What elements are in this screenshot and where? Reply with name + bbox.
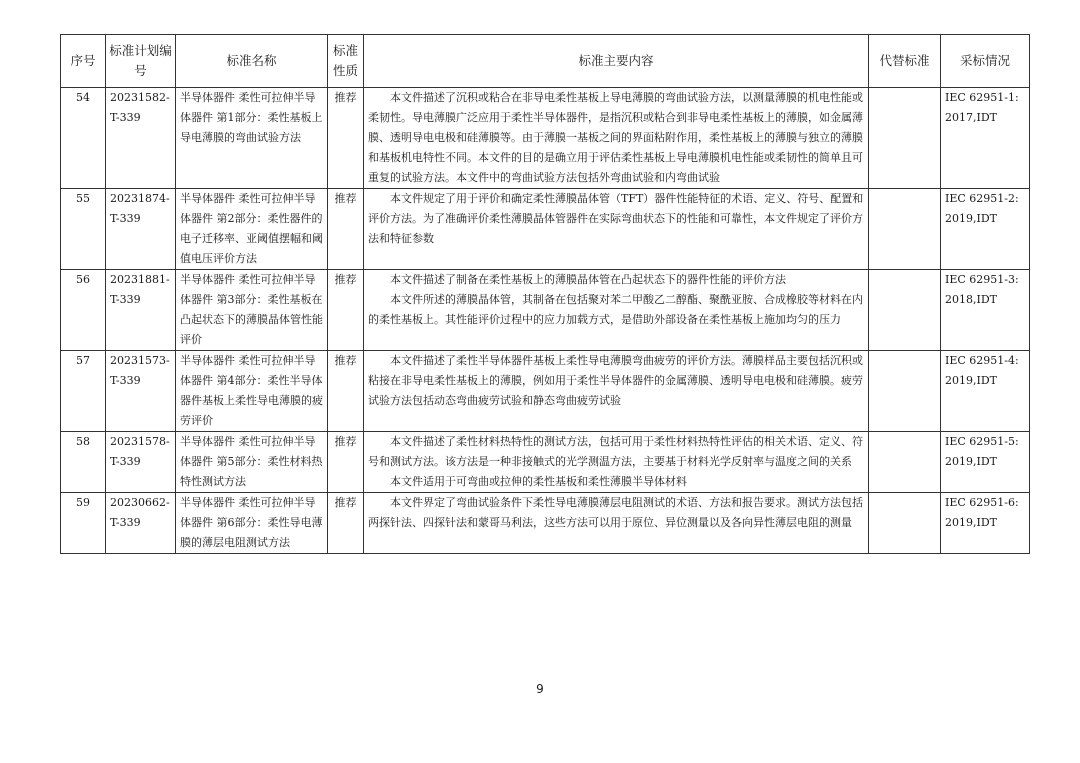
row-nature: 推荐 [328, 270, 364, 351]
table-header-row [61, 35, 1030, 88]
row-content [364, 493, 869, 554]
row-replace [869, 270, 941, 351]
content-paragraph: 本文件所述的薄膜晶体管，其制备在包括聚对苯二甲酸乙二醇酯、聚酰亚胺、合成橡胶等材料在内的柔性基板上。其性能评价过程中的应力加载方式，是借助外部设备在柔性基板上施加均匀的压力 [368, 293, 863, 326]
row-name: 半导体器件 柔性可拉伸半导体器件 第3部分：柔性基板在凸起状态下的薄膜晶体管性能评价 [176, 270, 328, 351]
row-adopt: IEC 62951-3:2018,IDT [941, 270, 1030, 351]
header-plan-no: 标准计划编号 [106, 35, 176, 88]
row-name: 半导体器件 柔性可拉伸半导体器件 第6部分：柔性导电薄膜的薄层电阻测试方法 [176, 493, 328, 554]
row-content [364, 270, 869, 351]
row-nature: 推荐 [328, 88, 364, 189]
row-adopt: IEC 62951-6:2019,IDT [941, 493, 1030, 554]
table-row [61, 189, 1030, 270]
header-name: 标准名称 [176, 35, 328, 88]
row-adopt: IEC 62951-5:2019,IDT [941, 432, 1030, 493]
header-idx: 序号 [61, 35, 106, 88]
row-replace [869, 351, 941, 432]
row-nature: 推荐 [328, 189, 364, 270]
header-content: 标准主要内容 [364, 35, 869, 88]
content-paragraph: 本文件描述了沉积或粘合在非导电柔性基板上导电薄膜的弯曲试验方法，以测量薄膜的机电性能或柔韧性。导电薄膜广泛应用于柔性半导体器件，是指沉积或粘合到非导电柔性基板上的薄膜，如金属薄膜、透明导电电极和硅薄膜等。由于薄膜一基板之间的界面粘附作用，柔性基板上的薄膜与独立的薄膜和基板机电特性不同。本文件的目的是确立用于评估柔性基板上导电薄膜机电性能或柔韧性的简单且可重复的试验方法。本文件中的弯曲试验方法包括外弯曲试验和内弯曲试验 [368, 91, 863, 184]
row-nature: 推荐 [328, 351, 364, 432]
content-paragraph: 本文件描述了制备在柔性基板上的薄膜晶体管在凸起状态下的器件性能的评价方法 [390, 273, 786, 286]
row-name: 半导体器件 柔性可拉伸半导体器件 第5部分：柔性材料热特性测试方法 [176, 432, 328, 493]
header-replace: 代替标准 [869, 35, 941, 88]
table-row [61, 493, 1030, 554]
header-adopt: 采标情况 [941, 35, 1030, 88]
table-row [61, 88, 1030, 189]
row-adopt: IEC 62951-1:2017,IDT [941, 88, 1030, 189]
row-adopt: IEC 62951-2:2019,IDT [941, 189, 1030, 270]
row-nature: 推荐 [328, 432, 364, 493]
row-content [364, 432, 869, 493]
row-replace [869, 493, 941, 554]
table-row [61, 432, 1030, 493]
content-paragraph: 本文件描述了柔性半导体器件基板上柔性导电薄膜弯曲疲劳的评价方法。薄膜样品主要包括沉积或粘接在非导电柔性基板上的薄膜，例如用于柔性半导体器件的金属薄膜、透明导电电极和硅薄膜。疲劳试验方法包括动态弯曲疲劳试验和静态弯曲疲劳试验 [368, 354, 863, 407]
row-plan-no: 20231874-T-339 [106, 189, 176, 270]
row-content [364, 351, 869, 432]
row-name: 半导体器件 柔性可拉伸半导体器件 第4部分：柔性半导体器件基板上柔性导电薄膜的疲劳评价 [176, 351, 328, 432]
row-idx: 55 [61, 189, 106, 270]
row-idx: 59 [61, 493, 106, 554]
row-plan-no: 20231582-T-339 [106, 88, 176, 189]
content-paragraph: 本文件描述了柔性材料热特性的测试方法，包括可用于柔性材料热特性评估的相关术语、定义、符号和测试方法。该方法是一种非接触式的光学测温方法，主要基于材料光学反射率与温度之间的关系 [368, 435, 863, 468]
page-number: 9 [536, 682, 544, 696]
row-idx: 58 [61, 432, 106, 493]
row-replace [869, 189, 941, 270]
content-paragraph: 本文件规定了用于评价和确定柔性薄膜晶体管（TFT）器件性能特征的术语、定义、符号、配置和评价方法。为了准确评价柔性薄膜晶体管器件在实际弯曲状态下的性能和可靠性，本文件规定了评价方法和特征参数 [368, 192, 864, 245]
content-paragraph: 本文件适用于可弯曲或拉伸的柔性基板和柔性薄膜半导体材料 [390, 475, 687, 488]
row-plan-no: 20231573-T-339 [106, 351, 176, 432]
table-row [61, 270, 1030, 351]
row-nature: 推荐 [328, 493, 364, 554]
row-adopt: IEC 62951-4:2019,IDT [941, 351, 1030, 432]
header-nature: 标准性质 [328, 35, 364, 88]
row-idx: 57 [61, 351, 106, 432]
row-content [364, 189, 869, 270]
row-idx: 54 [61, 88, 106, 189]
row-replace [869, 88, 941, 189]
row-content [364, 88, 869, 189]
content-paragraph: 本文件界定了弯曲试验条件下柔性导电薄膜薄层电阻测试的术语、方法和报告要求。测试方法包括两探针法、四探针法和蒙哥马利法，这些方法可以用于原位、异位测量以及各向异性薄层电阻的测量 [368, 496, 863, 529]
row-replace [869, 432, 941, 493]
row-plan-no: 20231881-T-339 [106, 270, 176, 351]
row-name: 半导体器件 柔性可拉伸半导体器件 第2部分：柔性器件的电子迁移率、亚阈值摆幅和阈值电压评价方法 [176, 189, 328, 270]
row-plan-no: 20231578-T-339 [106, 432, 176, 493]
row-name: 半导体器件 柔性可拉伸半导体器件 第1部分：柔性基板上导电薄膜的弯曲试验方法 [176, 88, 328, 189]
row-idx: 56 [61, 270, 106, 351]
row-plan-no: 20230662-T-339 [106, 493, 176, 554]
table-row [61, 351, 1030, 432]
standards-table [60, 34, 1030, 554]
